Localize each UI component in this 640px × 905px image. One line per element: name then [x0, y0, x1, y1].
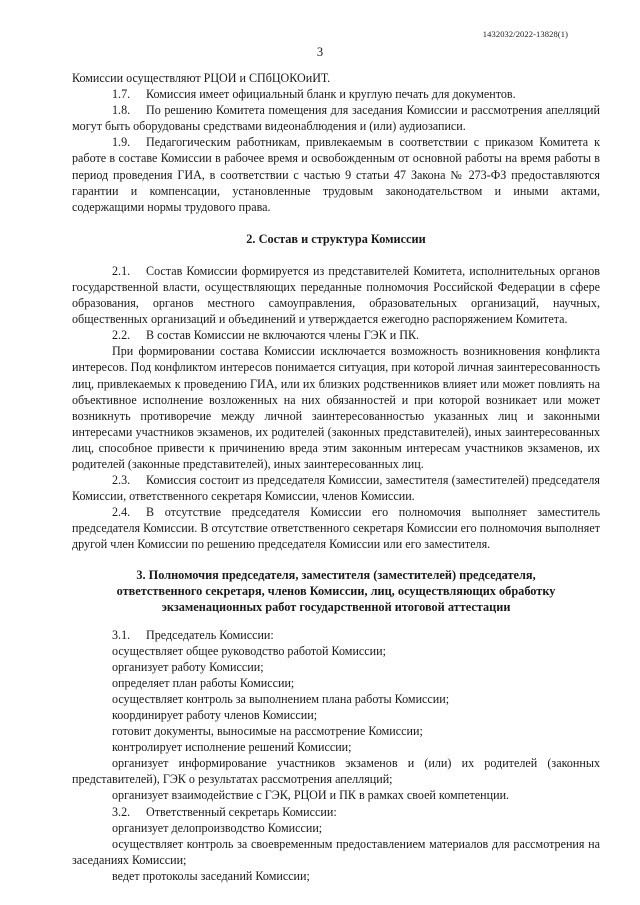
clause-text: Педагогическим работникам, привлекаемым в соответствии с приказом Комитета к работе в составе Комиссии в рабочее время и освобожденным от основной работы на время работы в период проведения ГИА, в соответствии с частью 9 статьи 47 Закона № 273-ФЗ предоставляются гарантии и компенсации, установленные трудовым законодательством и иными актами, содержащими нормы трудового права.: [72, 135, 600, 214]
clause-number: 1.7.: [112, 87, 131, 102]
paragraph-continuation: Комиссии осуществляют РЦОИ и СПбЦОКОиИТ.: [72, 71, 331, 85]
list-item: определяет план работы Комиссии;: [112, 675, 295, 690]
section-3-title-line: экзаменационных работ государственной итоговой аттестации: [161, 599, 511, 614]
clause-number: 1.9.: [112, 135, 131, 150]
list-item: организует информирование участников экзаменов и (или) их родителей (законных представителей), ГЭК о результатах рассмотрения апелляций;: [72, 756, 600, 787]
section-3-title-line: ответственного секретаря, членов Комиссии, лиц, осуществляющих обработку: [116, 583, 556, 598]
list-item: осуществляет общее руководство работой Комиссии;: [112, 643, 386, 658]
clause-text: В отсутствие председателя Комиссии его полномочия выполняет заместитель председателя Комиссии. В отсутствие ответственного секретаря Комиссии его полномочия выполняет другой член Комиссии по решению председателя Комиссии или его заместителя.: [72, 505, 600, 552]
clause-number: 1.8.: [112, 103, 131, 118]
list-item: организует работу Комиссии;: [112, 659, 264, 674]
clause-3-1: [72, 627, 600, 643]
chair-duties-list: [72, 643, 600, 804]
clause-number: 2.1.: [112, 263, 131, 278]
clause-1-7: [72, 86, 600, 102]
clause-2-3: [72, 472, 600, 504]
list-item: координирует работу членов Комиссии;: [112, 708, 318, 722]
list-item: ведет протоколы заседаний Комиссии;: [112, 868, 310, 883]
clause-text: Комиссия состоит из председателя Комиссии, заместителя (заместителей) председателя Комиссии, ответственного секретаря Комиссии, членов Комиссии.: [72, 473, 600, 504]
list-item: организует делопроизводство Комиссии;: [112, 820, 323, 835]
list-item: контролирует исполнение решений Комиссии;: [112, 740, 352, 755]
section-3-title: [72, 567, 600, 615]
section-3-title-line: 3. Полномочия председателя, заместителя (заместителей) председателя,: [136, 567, 536, 582]
clause-text: В состав Комиссии не включаются члены ГЭК и ПК.: [146, 328, 420, 343]
clause-1-8: [72, 102, 600, 134]
document-body: [72, 70, 600, 884]
page-number: 3: [316, 45, 324, 59]
document-registration-number: 1432032/2022-13828(1): [482, 29, 568, 39]
list-item: организует взаимодействие с ГЭК, РЦОИ и ПК в рамках своей компетенции.: [112, 788, 510, 803]
clause-2-1: [72, 263, 600, 327]
clause-text: Ответственный секретарь Комиссии:: [146, 804, 337, 819]
list-item: осуществляет контроль за своевременным предоставлением материалов для рассмотрения на заседаниях Комиссии;: [72, 836, 600, 867]
clause-1-9: [72, 134, 600, 214]
clause-2-4: [72, 504, 600, 552]
clause-number: 2.4.: [112, 505, 131, 520]
list-item: осуществляет контроль за выполнением плана работы Комиссии;: [112, 691, 450, 706]
clause-number: 3.1.: [112, 627, 131, 642]
clause-text: Комиссия имеет официальный бланк и круглую печать для документов.: [146, 87, 516, 102]
clause-number: 2.2.: [112, 328, 131, 343]
clause-number: 3.2.: [112, 804, 131, 819]
secretary-duties-list: [72, 820, 600, 884]
clause-text: По решению Комитета помещения для заседания Комиссии и рассмотрения апелляций могут быть оборудованы средствами видеонаблюдения и (или) аудиозаписи.: [72, 103, 600, 134]
section-2-title: 2. Состав и структура Комиссии: [246, 231, 426, 246]
clause-text: Председатель Комиссии:: [146, 627, 274, 642]
clause-2-2: [72, 327, 600, 343]
clause-3-2: [72, 804, 600, 820]
clause-2-2-conflict-of-interest: При формировании состава Комиссии исключается возможность возникновения конфликта интересов. Под конфликтом интересов понимается ситуация, при которой личная заинтересованность лиц, привлекаемых к проведению ГИА, или их близких родственников влияет или может повлиять на объективное исполнение возложенных на них обязанностей и при которой возникает или может возникнуть противоречие между личной заинтересованностью указанных лиц и законными интересами участников экзаменов, их родителей (законных представителей), иных заинтересованных лиц, способное привести к причинению вреда этим законным интересам участников экзаменов, их родителей (законные представителей), иных заинтересованных лиц.: [72, 344, 600, 471]
list-item: готовит документы, выносимые на рассмотрение Комиссии;: [112, 724, 423, 739]
clause-text: Состав Комиссии формируется из представителей Комитета, исполнительных органов государственной власти, осуществляющих переданные полномочия Российской Федерации в сфере образования, органов местного самоуправления, образовательных организаций, научных, общественных организаций и объединений и утверждается ежегодно распоряжением Комитета.: [72, 263, 600, 327]
clause-number: 2.3.: [112, 473, 131, 488]
